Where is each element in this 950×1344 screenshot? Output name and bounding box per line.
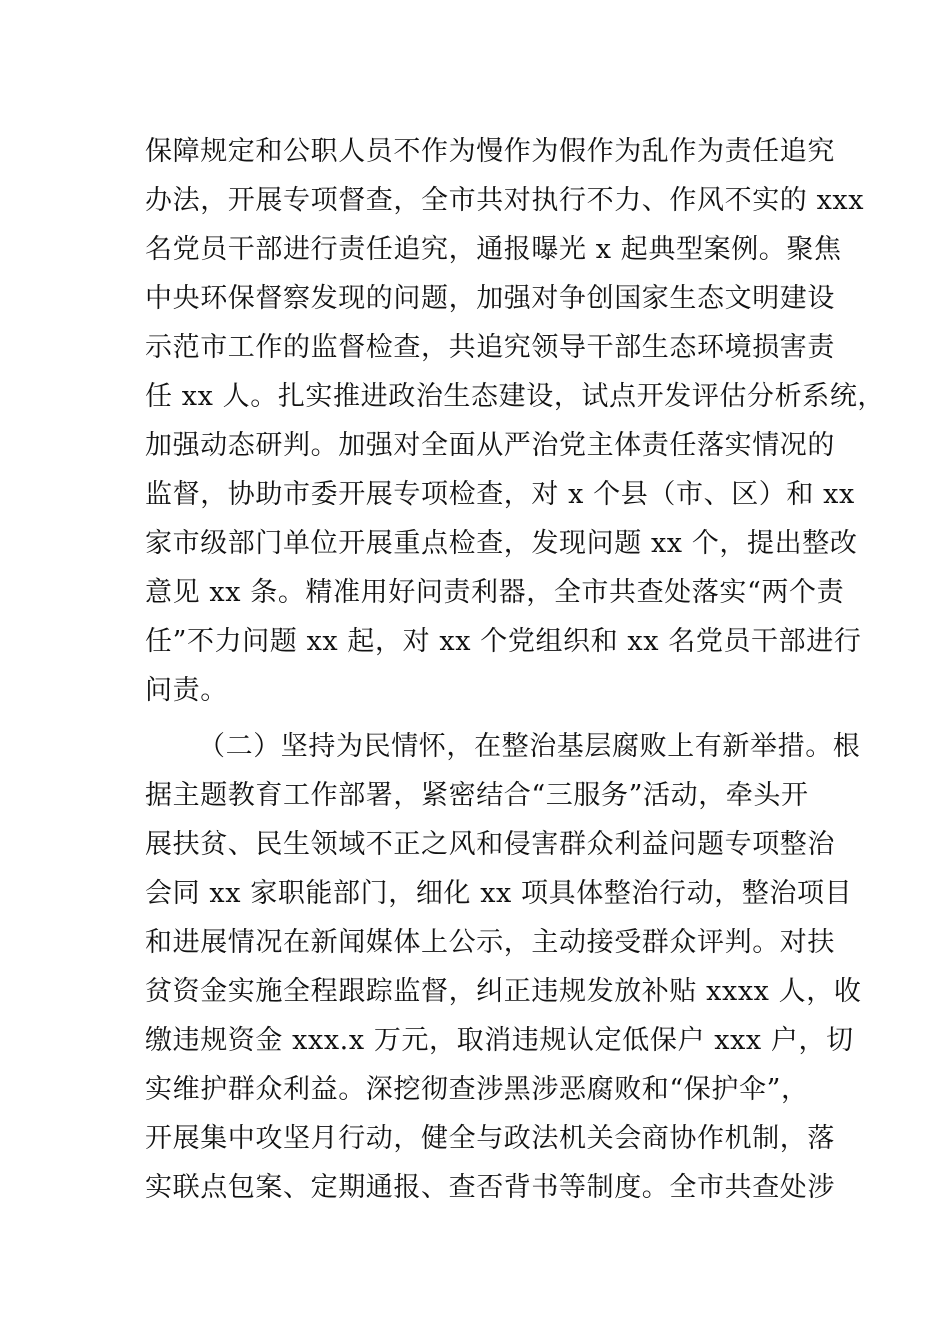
text-line: 任”不力问题 xx 起，对 xx 个党组织和 xx 名党员干部进行 [145,626,862,657]
text-line: 开展集中攻坚月行动，健全与政法机关会商协作机制，落 [145,1123,835,1154]
text-line: 展扶贫、民生领域不正之风和侵害群众利益问题专项整治 [145,829,835,860]
text-line: 据主题教育工作部署，紧密结合“三服务”活动，牵头开 [145,780,809,811]
text-line: 加强动态研判。加强对全面从严治党主体责任落实情况的 [145,430,835,461]
text-line: 贫资金实施全程跟踪监督，纠正违规发放补贴 xxxx 人，收 [145,976,862,1007]
section-heading-line: （二）坚持为民情怀，在整治基层腐败上有新举措。根 [198,731,861,762]
text-line: 办法，开展专项督查，全市共对执行不力、作风不实的 xxx [145,185,865,216]
text-line: 实联点包案、定期通报、查否背书等制度。全市共查处涉 [145,1172,835,1203]
text-line: 示范市工作的监督检查，共追究领导干部生态环境损害责 [145,332,835,363]
text-line: 名党员干部进行责任追究，通报曝光 x 起典型案例。聚焦 [145,234,842,265]
text-line: 缴违规资金 xxx.x 万元，取消违规认定低保户 xxx 户，切 [145,1025,854,1056]
text-line: 实维护群众利益。深挖彻查涉黑涉恶腐败和“保护伞”， [145,1074,809,1105]
text-line: 监督，协助市委开展专项检查，对 x 个县（市、区）和 xx [145,479,855,510]
text-line: 和进展情况在新闻媒体上公示，主动接受群众评判。对扶 [145,927,835,958]
text-line: 任 xx 人。扎实推进政治生态建设，试点开发评估分析系统， [145,381,886,412]
text-line: 中央环保督察发现的问题，加强对争创国家生态文明建设 [145,283,835,314]
text-line: 家市级部门单位开展重点检查，发现问题 xx 个，提出整改 [145,528,858,559]
text-line: 保障规定和公职人员不作为慢作为假作为乱作为责任追究 [145,136,835,167]
text-line: 意见 xx 条。精准用好问责利器，全市共查处落实“两个责 [145,577,845,608]
text-line: 问责。 [145,675,228,706]
text-line: 会同 xx 家职能部门，细化 xx 项具体整治行动，整治项目 [145,878,853,909]
